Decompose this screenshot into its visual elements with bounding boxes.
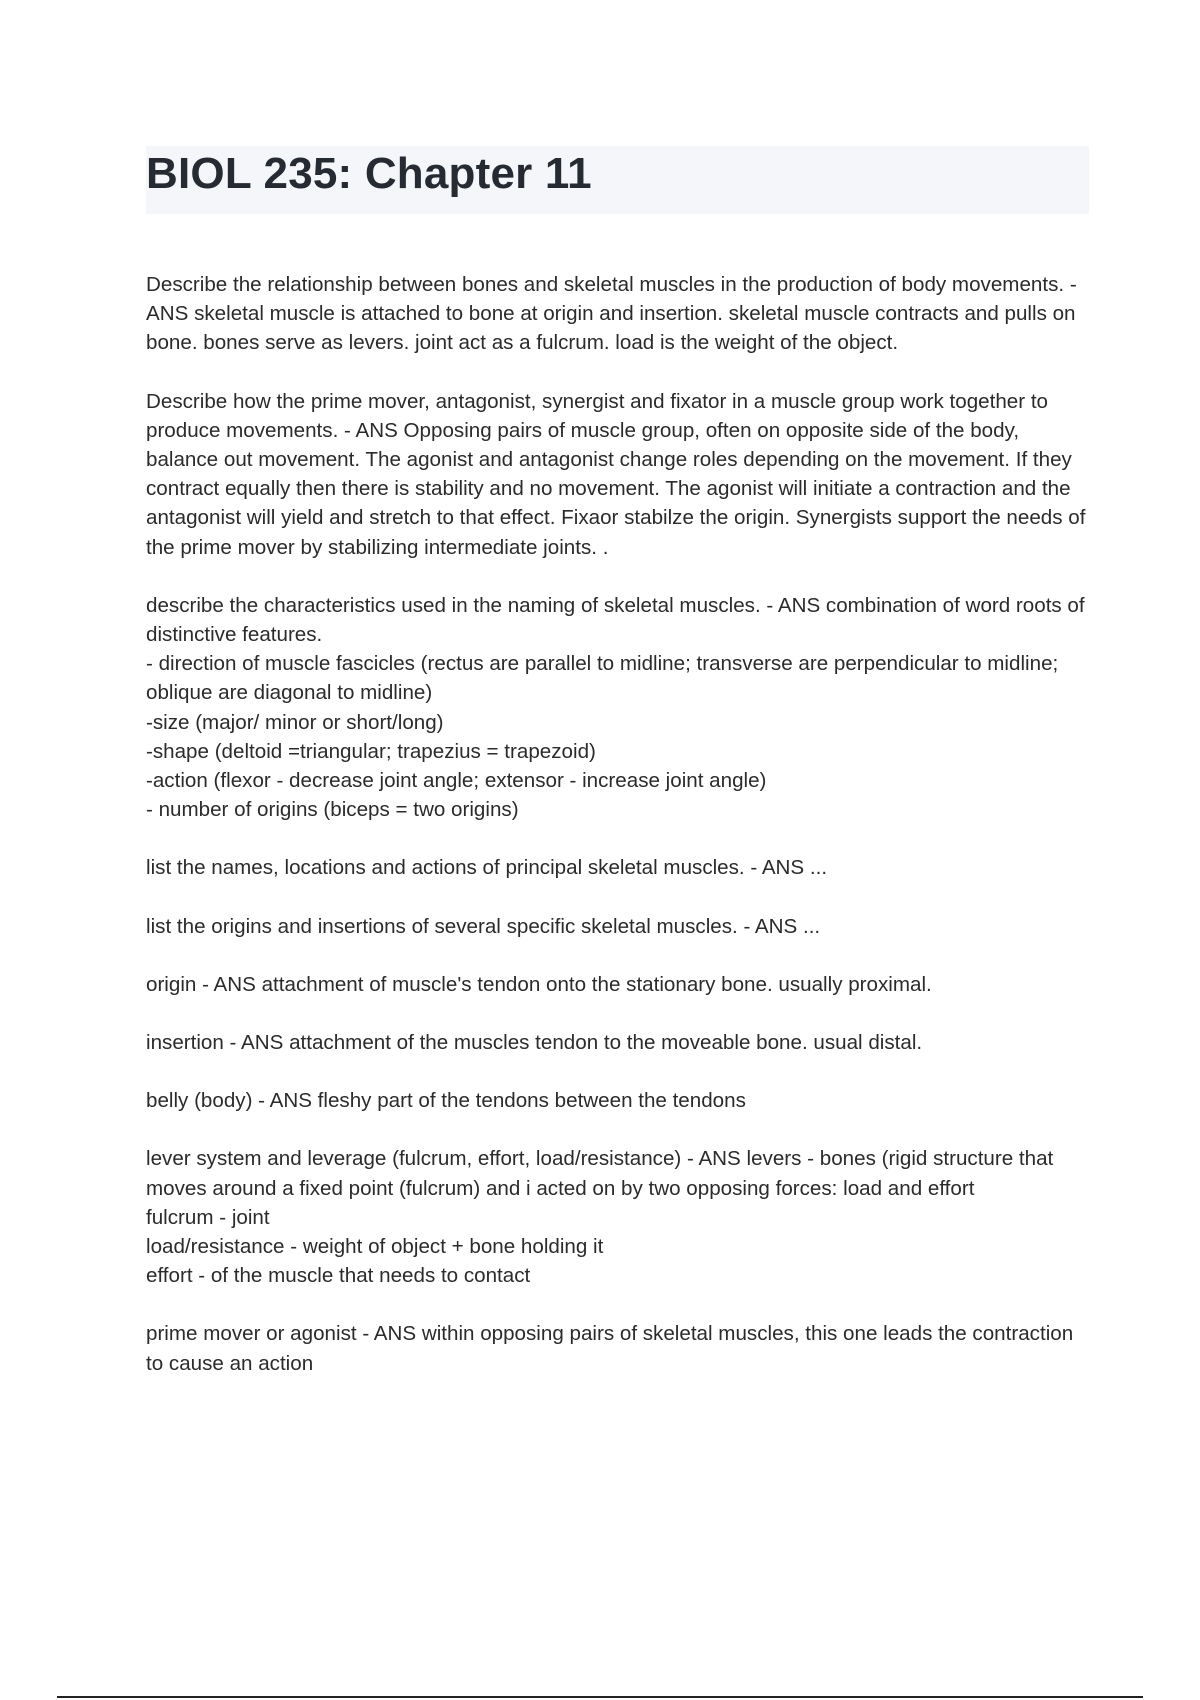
entry-line: Describe the relationship between bones and skeletal muscles in the production of body movements. - ANS skeletal muscle is attached to bone at origin and insertion. skeletal muscle contracts and pulls on bone. bones serve as levers. joint act as a fulcrum. load is the weight of the object. xyxy=(146,273,1077,355)
entry-line: list the origins and insertions of several specific skeletal muscles. - ANS ... xyxy=(146,914,821,938)
entry-line: - number of origins (biceps = two origins) xyxy=(146,798,519,822)
entry-line: origin - ANS attachment of muscle's tendon onto the stationary bone. usually proximal. xyxy=(146,972,932,996)
entry-naming-characteristics xyxy=(146,591,1086,825)
entry-line: insertion - ANS attachment of the muscles tendon to the moveable bone. usual distal. xyxy=(146,1031,923,1055)
entry-origin xyxy=(146,970,1086,999)
entry-line: fulcrum - joint xyxy=(146,1205,270,1229)
entry-prime-mover-antagonist xyxy=(146,387,1086,562)
entry-relationship-bones-muscles xyxy=(146,270,1086,358)
entry-insertion xyxy=(146,1028,1086,1057)
entry-line: list the names, locations and actions of principal skeletal muscles. - ANS ... xyxy=(146,856,828,880)
entry-line: effort - of the muscle that needs to contact xyxy=(146,1264,531,1288)
entry-line: prime mover or agonist - ANS within opposing pairs of skeletal muscles, this one leads the contraction to cause an action xyxy=(146,1322,1074,1375)
entry-line: - direction of muscle fascicles (rectus are parallel to midline; transverse are perpendicular to midline; oblique are diagonal to midline) xyxy=(146,652,1059,705)
footer-divider xyxy=(57,1696,1143,1698)
entry-line: -size (major/ minor or short/long) xyxy=(146,710,444,734)
entry-lever-system xyxy=(146,1144,1086,1290)
entry-line: belly (body) - ANS fleshy part of the tendons between the tendons xyxy=(146,1089,746,1113)
entry-line: -shape (deltoid =triangular; trapezius = trapezoid) xyxy=(146,739,596,763)
flashcard-list xyxy=(146,270,1086,1407)
entry-belly xyxy=(146,1086,1086,1115)
entry-line: load/resistance - weight of object + bone holding it xyxy=(146,1235,604,1259)
entry-line: Describe how the prime mover, antagonist, synergist and fixator in a muscle group work together to produce movements. - ANS Opposing pairs of muscle group, often on opposite side of the body, balance out movement. The agonist and antagonist change roles depending on the movement. If they contract equally then there is stability and no movement. The agonist will initiate a contraction and the antagonist will yield and stretch to that effect. Fixaor stabilze the origin. Synergists support the needs of the prime mover by stabilizing intermediate joints. . xyxy=(146,389,1086,559)
entry-line: lever system and leverage (fulcrum, effort, load/resistance) - ANS levers - bones (rigid structure that moves around a fixed point (fulcrum) and i acted on by two opposing forces: load and effort xyxy=(146,1147,1054,1200)
page-title: BIOL 235: Chapter 11 xyxy=(146,149,592,198)
entry-origins-insertions xyxy=(146,912,1086,941)
entry-principal-muscles xyxy=(146,853,1086,882)
entry-line: describe the characteristics used in the naming of skeletal muscles. - ANS combination of word roots of distinctive features. xyxy=(146,593,1085,647)
entry-prime-mover xyxy=(146,1319,1086,1377)
title-band xyxy=(146,146,1089,214)
entry-line: -action (flexor - decrease joint angle; extensor - increase joint angle) xyxy=(146,769,767,793)
